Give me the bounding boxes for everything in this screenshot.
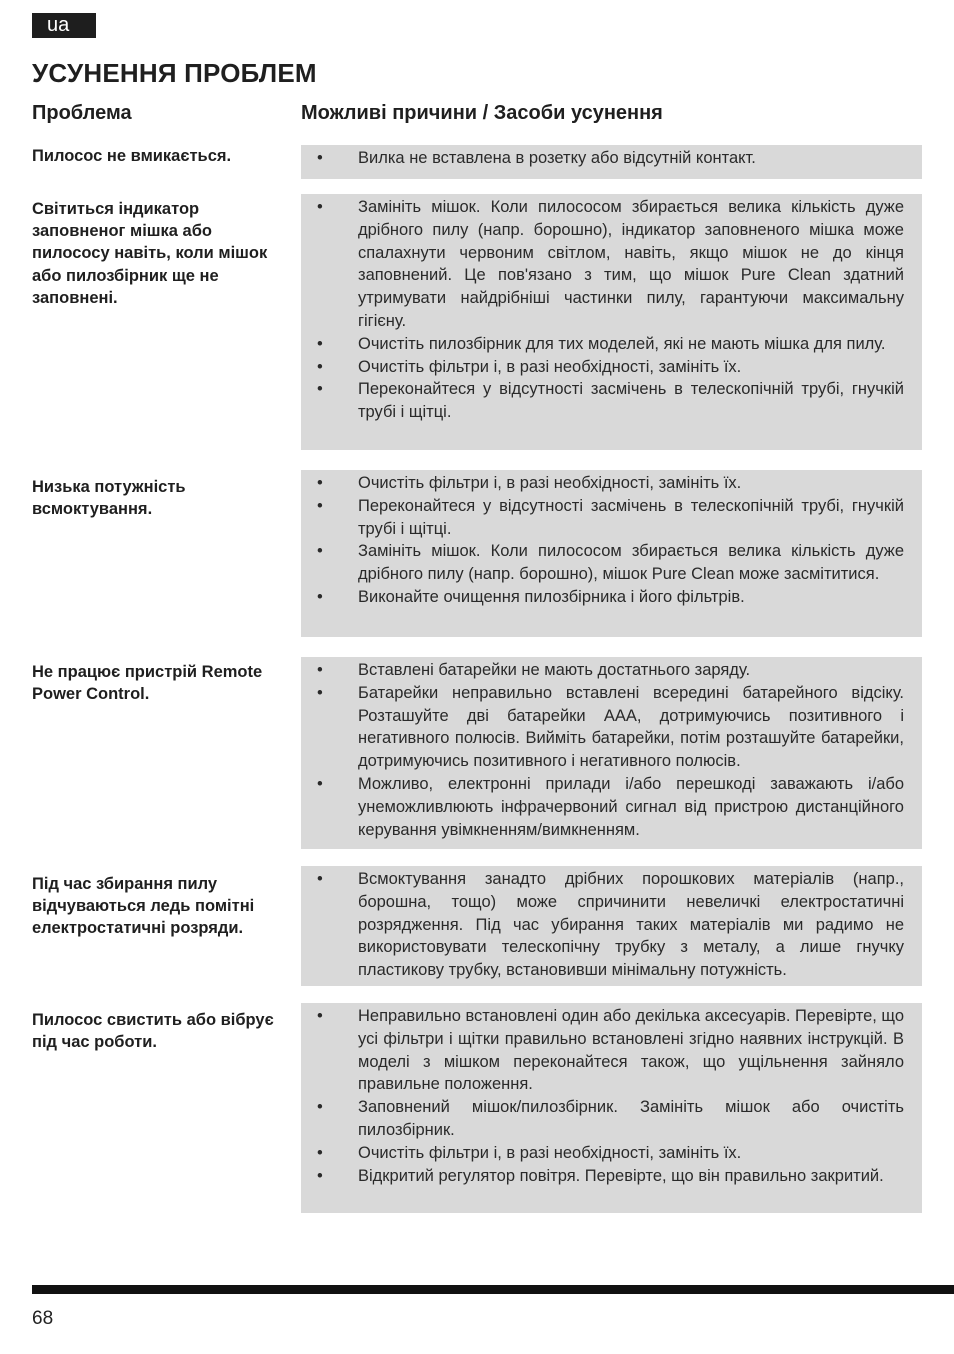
bullet-icon: • [317, 870, 323, 888]
problem-text: Пилосос свистить або вібрує під час роботи. [32, 1011, 274, 1052]
solution-item: • Переконайтеся у відсутності засмічень в телескопічній трубі, гнучкій трубі і щітці. [317, 496, 904, 538]
column-header-problem: Проблема [32, 102, 132, 124]
bullet-icon: • [317, 474, 323, 492]
problem-text: Низька потужність всмоктування. [32, 478, 186, 519]
column-header-solutions: Можливі причини / Засоби усунення [301, 102, 663, 124]
bullet-icon: • [317, 1098, 323, 1117]
solution-item: • Вставлені батарейки не мають достатнього заряду. [301, 659, 904, 682]
problem-text: Не працює пристрій Remote Power Control. [32, 663, 263, 704]
bullet-icon: • [317, 774, 323, 793]
solutions-box [301, 470, 922, 637]
solution-item: • Всмоктування занадто дрібних порошкових матеріалів (напр., борошна, тощо) може спричинити невеличкі електростатичні розрядження. Під час убирання таких матеріалів ми радимо не використовувати телескопічну трубку з металу, а лише гнучку пластикову трубку, встановивши мінімальну потужність. [317, 870, 904, 980]
bullet-icon: • [317, 198, 323, 216]
solutions-box [301, 145, 922, 179]
solution-item: • Переконайтеся у відсутності засмічень в телескопічній трубі, гнучкій трубі і щітці. [317, 380, 904, 422]
language-badge: ua [32, 13, 96, 38]
solutions-box [301, 657, 922, 849]
solutions-box [301, 866, 922, 986]
footer-rule [32, 1285, 954, 1294]
solution-item: • Вилка не вставлена в розетку або відсутній контакт. [301, 147, 904, 170]
bullet-icon: • [317, 683, 323, 702]
solution-item: • Батарейки неправильно вставлені всередині батарейного відсіку. Розташуйте дві батарейки AAA, дотримуючись позитивного і негативного полюсів. Вийміть батарейки, потім розташуйте батарейки, дотримуючись позитивного і негативного полюсів. [317, 683, 904, 771]
solution-item: • Заповнений мішок/пилозбірник. Замініть мішок або очистіть пилозбірник. [317, 1098, 904, 1139]
solution-item: • Відкритий регулятор повітря. Перевірте, що він правильно закритий. [301, 1165, 904, 1188]
solution-item: • Очистіть фільтри і, в разі необхідності, замініть їх. [301, 356, 904, 379]
solution-item: • Очистіть пилозбірник для тих моделей, які не мають мішка для пилу. [301, 333, 904, 356]
solution-item: • Можливо, електронні прилади і/або перешкоді заважають і/або унеможливлюють інфрачервоний сигнал від пристрою дистанційного керування увімкненням/вимкненням. [317, 774, 904, 839]
bullet-icon: • [317, 1143, 323, 1162]
page-number: 68 [32, 1308, 54, 1329]
bullet-icon: • [317, 149, 323, 167]
problem-text: Під час збирання пилу відчуваються ледь помітні електростатичні розряди. [32, 875, 255, 938]
bullet-icon: • [317, 542, 323, 561]
solution-item: • Замініть мішок. Коли пилососом збирається велика кількість дуже дрібного пилу (напр. борошно), індикатор заповненого мішка може спалахнути червоним світлом, навіть, якщо мішок не до кінця заповнений. Це пов'язано з тим, що мішок Pure Clean здатний утримувати найдрібніші частинки пилу, гарантуючи максимальну гігієну. [317, 198, 904, 330]
solutions-box [301, 194, 922, 450]
solution-item: • Виконайте очищення пилозбірника і його фільтрів. [301, 586, 904, 609]
problem-text: Світиться індикатор заповненог мішка або пилососу навіть, коли мішок або пилозбірник ще не заповнені. [32, 200, 268, 307]
solution-item: • Очистіть фільтри і, в разі необхідності, замініть їх. [301, 472, 904, 495]
bullet-icon: • [317, 1166, 323, 1185]
solution-item: • Замініть мішок. Коли пилососом збирається велика кількість дуже дрібного пилу (напр. борошно), мішок Pure Clean може засмітитися. [317, 542, 904, 584]
solutions-box [301, 1003, 922, 1213]
bullet-icon: • [317, 357, 323, 376]
bullet-icon: • [317, 587, 323, 606]
bullet-icon: • [317, 380, 323, 399]
bullet-icon: • [317, 661, 323, 679]
bullet-icon: • [317, 496, 323, 515]
solution-item: • Неправильно встановлені один або декілька аксесуарів. Перевірте, що усі фільтри і щітки правильно встановлені згідно наявних інструкцій. В моделі з мішком переконайтеся також, що ущільнення зайняло правильне положення. [317, 1007, 904, 1094]
solution-item: • Очистіть фільтри і, в разі необхідності, замініть їх. [301, 1142, 904, 1165]
page-title: УСУНЕННЯ ПРОБЛЕМ [32, 58, 317, 88]
bullet-icon: • [317, 334, 323, 353]
problem-text: Пилосос не вмикається. [32, 147, 232, 165]
bullet-icon: • [317, 1007, 323, 1025]
